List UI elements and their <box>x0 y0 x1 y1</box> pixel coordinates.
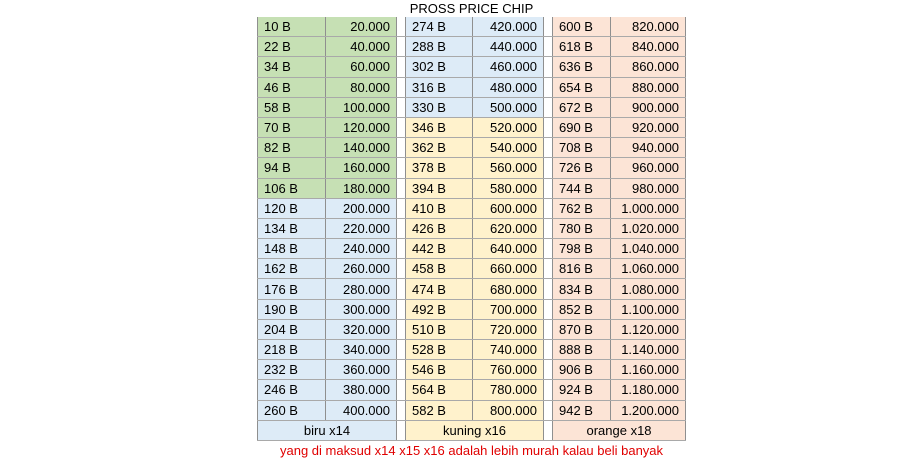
column-gap <box>397 17 406 37</box>
price-cell: 860.000 <box>611 57 686 77</box>
column-gap <box>544 360 553 380</box>
chip-amount-cell: 94 B <box>258 158 326 178</box>
price-cell: 320.000 <box>326 319 397 339</box>
column-gap <box>544 279 553 299</box>
price-table <box>257 0 686 461</box>
column-gap <box>397 37 406 57</box>
price-cell: 700.000 <box>473 299 544 319</box>
column-gap <box>544 420 553 440</box>
chip-amount-cell: 10 B <box>258 17 326 37</box>
chip-amount-cell: 600 B <box>553 17 611 37</box>
column-gap <box>544 57 553 77</box>
chip-amount-cell: 726 B <box>553 158 611 178</box>
chip-amount-cell: 58 B <box>258 97 326 117</box>
column-gap <box>397 360 406 380</box>
column-gap <box>397 420 406 440</box>
chip-amount-cell: 870 B <box>553 319 611 339</box>
price-cell: 900.000 <box>611 97 686 117</box>
price-cell: 240.000 <box>326 239 397 259</box>
price-cell: 380.000 <box>326 380 397 400</box>
price-cell: 660.000 <box>473 259 544 279</box>
chip-amount-cell: 888 B <box>553 340 611 360</box>
chip-amount-cell: 474 B <box>406 279 473 299</box>
column-gap <box>544 259 553 279</box>
chip-amount-cell: 302 B <box>406 57 473 77</box>
chip-amount-cell: 762 B <box>553 198 611 218</box>
price-cell: 1.180.000 <box>611 380 686 400</box>
chip-amount-cell: 34 B <box>258 57 326 77</box>
column-gap <box>544 178 553 198</box>
price-cell: 680.000 <box>473 279 544 299</box>
chip-amount-cell: 924 B <box>553 380 611 400</box>
price-cell: 640.000 <box>473 239 544 259</box>
chip-amount-cell: 148 B <box>258 239 326 259</box>
table-row <box>258 37 686 57</box>
column-gap <box>397 77 406 97</box>
legend-blue: biru x14 <box>258 420 397 440</box>
price-cell: 180.000 <box>326 178 397 198</box>
price-cell: 920.000 <box>611 117 686 137</box>
table-row <box>258 400 686 420</box>
chip-amount-cell: 120 B <box>258 198 326 218</box>
chip-amount-cell: 942 B <box>553 400 611 420</box>
chip-amount-cell: 232 B <box>258 360 326 380</box>
table-row <box>258 97 686 117</box>
column-gap <box>397 259 406 279</box>
column-gap <box>397 218 406 238</box>
price-cell: 520.000 <box>473 117 544 137</box>
price-cell: 940.000 <box>611 138 686 158</box>
chip-amount-cell: 22 B <box>258 37 326 57</box>
chip-amount-cell: 378 B <box>406 158 473 178</box>
column-gap <box>544 37 553 57</box>
price-cell: 720.000 <box>473 319 544 339</box>
legend-row <box>258 420 686 440</box>
price-cell: 560.000 <box>473 158 544 178</box>
table-row <box>258 299 686 319</box>
price-cell: 600.000 <box>473 198 544 218</box>
column-gap <box>397 138 406 158</box>
column-gap <box>544 17 553 37</box>
column-gap <box>397 400 406 420</box>
discount-note: yang di maksud x14 x15 x16 adalah lebih murah kalau beli banyak <box>258 440 686 461</box>
chip-amount-cell: 636 B <box>553 57 611 77</box>
price-cell: 1.020.000 <box>611 218 686 238</box>
table-row <box>258 178 686 198</box>
table-row <box>258 259 686 279</box>
price-cell: 580.000 <box>473 178 544 198</box>
price-cell: 1.200.000 <box>611 400 686 420</box>
table-row <box>258 77 686 97</box>
chip-amount-cell: 176 B <box>258 279 326 299</box>
price-cell: 140.000 <box>326 138 397 158</box>
column-gap <box>544 319 553 339</box>
chip-amount-cell: 330 B <box>406 97 473 117</box>
price-cell: 1.060.000 <box>611 259 686 279</box>
column-gap <box>544 138 553 158</box>
column-gap <box>397 178 406 198</box>
column-gap <box>397 198 406 218</box>
column-gap <box>397 380 406 400</box>
chip-amount-cell: 190 B <box>258 299 326 319</box>
chip-amount-cell: 394 B <box>406 178 473 198</box>
chip-amount-cell: 816 B <box>553 259 611 279</box>
price-cell: 780.000 <box>473 380 544 400</box>
price-cell: 800.000 <box>473 400 544 420</box>
table-row <box>258 319 686 339</box>
price-cell: 60.000 <box>326 57 397 77</box>
column-gap <box>397 340 406 360</box>
column-gap <box>544 77 553 97</box>
price-cell: 1.100.000 <box>611 299 686 319</box>
column-gap <box>544 158 553 178</box>
column-gap <box>544 218 553 238</box>
sheet-title: PROSS PRICE CHIP <box>258 0 686 17</box>
price-cell: 200.000 <box>326 198 397 218</box>
column-gap <box>397 117 406 137</box>
table-row <box>258 138 686 158</box>
price-cell: 960.000 <box>611 158 686 178</box>
column-gap <box>544 239 553 259</box>
chip-amount-cell: 458 B <box>406 259 473 279</box>
price-cell: 1.000.000 <box>611 198 686 218</box>
chip-amount-cell: 852 B <box>553 299 611 319</box>
price-cell: 220.000 <box>326 218 397 238</box>
price-cell: 480.000 <box>473 77 544 97</box>
price-cell: 280.000 <box>326 279 397 299</box>
price-cell: 260.000 <box>326 259 397 279</box>
chip-amount-cell: 82 B <box>258 138 326 158</box>
chip-amount-cell: 70 B <box>258 117 326 137</box>
price-cell: 1.140.000 <box>611 340 686 360</box>
price-cell: 420.000 <box>473 17 544 37</box>
price-cell: 120.000 <box>326 117 397 137</box>
chip-amount-cell: 744 B <box>553 178 611 198</box>
chip-amount-cell: 510 B <box>406 319 473 339</box>
chip-amount-cell: 410 B <box>406 198 473 218</box>
price-cell: 760.000 <box>473 360 544 380</box>
price-cell: 360.000 <box>326 360 397 380</box>
price-cell: 300.000 <box>326 299 397 319</box>
column-gap <box>544 340 553 360</box>
column-gap <box>544 97 553 117</box>
chip-amount-cell: 492 B <box>406 299 473 319</box>
column-gap <box>544 380 553 400</box>
price-cell: 840.000 <box>611 37 686 57</box>
price-cell: 1.040.000 <box>611 239 686 259</box>
column-gap <box>397 57 406 77</box>
column-gap <box>544 299 553 319</box>
price-cell: 880.000 <box>611 77 686 97</box>
chip-amount-cell: 346 B <box>406 117 473 137</box>
column-gap <box>544 198 553 218</box>
table-row <box>258 340 686 360</box>
chip-amount-cell: 672 B <box>553 97 611 117</box>
table-row <box>258 198 686 218</box>
price-cell: 460.000 <box>473 57 544 77</box>
chip-amount-cell: 134 B <box>258 218 326 238</box>
chip-amount-cell: 564 B <box>406 380 473 400</box>
price-sheet <box>257 0 685 461</box>
chip-amount-cell: 834 B <box>553 279 611 299</box>
chip-amount-cell: 260 B <box>258 400 326 420</box>
chip-amount-cell: 218 B <box>258 340 326 360</box>
note-row <box>258 440 686 461</box>
price-cell: 1.120.000 <box>611 319 686 339</box>
column-gap <box>397 279 406 299</box>
table-row <box>258 57 686 77</box>
price-cell: 980.000 <box>611 178 686 198</box>
chip-amount-cell: 906 B <box>553 360 611 380</box>
table-row <box>258 17 686 37</box>
price-cell: 20.000 <box>326 17 397 37</box>
column-gap <box>397 158 406 178</box>
chip-amount-cell: 288 B <box>406 37 473 57</box>
legend-yellow: kuning x16 <box>406 420 544 440</box>
price-cell: 80.000 <box>326 77 397 97</box>
chip-amount-cell: 708 B <box>553 138 611 158</box>
chip-amount-cell: 274 B <box>406 17 473 37</box>
price-cell: 40.000 <box>326 37 397 57</box>
chip-amount-cell: 582 B <box>406 400 473 420</box>
price-cell: 100.000 <box>326 97 397 117</box>
price-cell: 1.080.000 <box>611 279 686 299</box>
chip-amount-cell: 528 B <box>406 340 473 360</box>
table-row <box>258 117 686 137</box>
chip-amount-cell: 46 B <box>258 77 326 97</box>
column-gap <box>397 239 406 259</box>
column-gap <box>544 400 553 420</box>
chip-amount-cell: 362 B <box>406 138 473 158</box>
table-row <box>258 158 686 178</box>
table-row <box>258 380 686 400</box>
legend-orange: orange x18 <box>553 420 686 440</box>
table-row <box>258 218 686 238</box>
table-row <box>258 360 686 380</box>
price-cell: 540.000 <box>473 138 544 158</box>
chip-amount-cell: 106 B <box>258 178 326 198</box>
chip-amount-cell: 162 B <box>258 259 326 279</box>
chip-amount-cell: 546 B <box>406 360 473 380</box>
price-cell: 340.000 <box>326 340 397 360</box>
price-cell: 620.000 <box>473 218 544 238</box>
price-cell: 160.000 <box>326 158 397 178</box>
chip-amount-cell: 316 B <box>406 77 473 97</box>
chip-amount-cell: 442 B <box>406 239 473 259</box>
chip-amount-cell: 780 B <box>553 218 611 238</box>
chip-amount-cell: 246 B <box>258 380 326 400</box>
chip-amount-cell: 204 B <box>258 319 326 339</box>
chip-amount-cell: 618 B <box>553 37 611 57</box>
column-gap <box>397 319 406 339</box>
column-gap <box>544 117 553 137</box>
price-cell: 500.000 <box>473 97 544 117</box>
price-cell: 440.000 <box>473 37 544 57</box>
price-cell: 740.000 <box>473 340 544 360</box>
chip-amount-cell: 690 B <box>553 117 611 137</box>
price-cell: 400.000 <box>326 400 397 420</box>
price-cell: 1.160.000 <box>611 360 686 380</box>
column-gap <box>397 97 406 117</box>
table-row <box>258 279 686 299</box>
chip-amount-cell: 654 B <box>553 77 611 97</box>
price-cell: 820.000 <box>611 17 686 37</box>
chip-amount-cell: 426 B <box>406 218 473 238</box>
column-gap <box>397 299 406 319</box>
chip-amount-cell: 798 B <box>553 239 611 259</box>
title-row <box>258 0 686 17</box>
table-row <box>258 239 686 259</box>
